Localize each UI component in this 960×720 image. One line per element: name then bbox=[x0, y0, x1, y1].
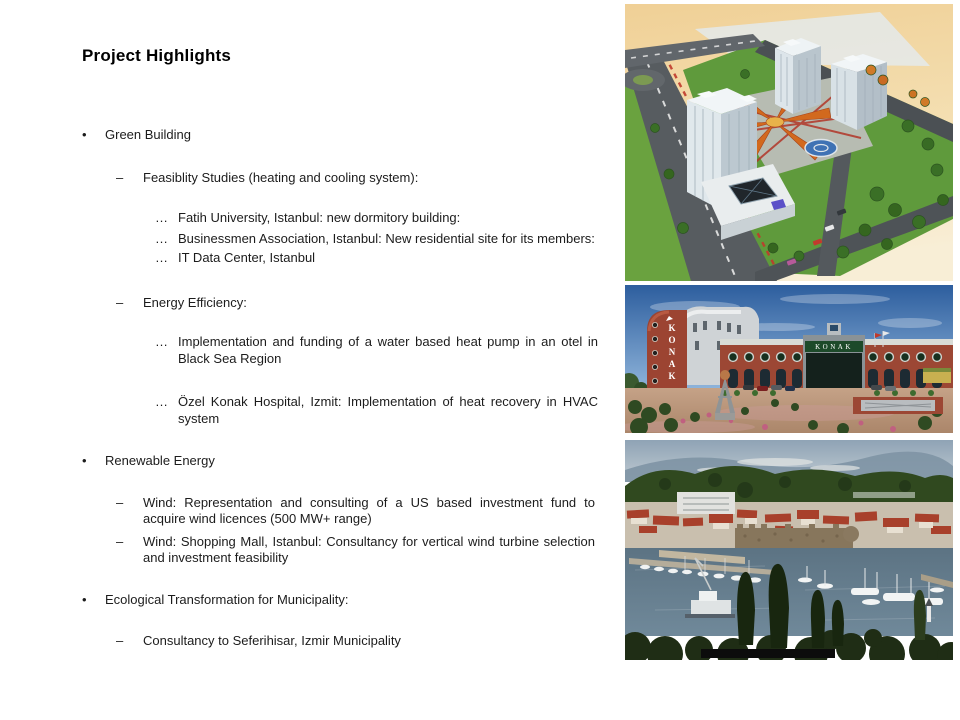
list-item-text: Ecological Transformation for Municipality: bbox=[105, 591, 349, 607]
list-item bbox=[0, 534, 625, 567]
list-item-text: Özel Konak Hospital, Izmit: Implementation of heat recovery in HVAC system bbox=[178, 394, 598, 426]
list-item-text: IT Data Center, Istanbul bbox=[178, 250, 316, 265]
list-item bbox=[0, 495, 625, 528]
bullet-marker: • bbox=[82, 127, 87, 142]
render-tower-3 bbox=[831, 54, 887, 130]
konak-sign-label: KONAK bbox=[815, 343, 853, 351]
list-item-text: Fatih University, Istanbul: new dormitory building: bbox=[178, 210, 461, 225]
marina-water bbox=[625, 548, 953, 636]
konak-sign-wall bbox=[853, 397, 943, 414]
list-item-text: Businessmen Association, Istanbul: New residential site for its members: bbox=[178, 230, 595, 246]
render-tower-2 bbox=[775, 38, 821, 114]
konak-tower-label: KONAK bbox=[667, 323, 677, 383]
dash-marker: – bbox=[116, 633, 124, 648]
list-item bbox=[0, 210, 625, 227]
ellipsis-marker: … bbox=[155, 334, 168, 349]
site-render-image bbox=[625, 4, 953, 281]
bullet-marker: • bbox=[82, 591, 87, 607]
hospital-photo bbox=[625, 285, 953, 433]
list-item bbox=[0, 633, 625, 650]
list-item bbox=[0, 231, 625, 248]
list-item-text: Green Building bbox=[105, 127, 191, 142]
list-item-text: Implementation and funding of a water based heat pump in an otel in Black Sea Region bbox=[178, 334, 598, 366]
dash-marker: – bbox=[116, 533, 124, 549]
konak-tower bbox=[647, 310, 687, 388]
ellipsis-marker: … bbox=[155, 230, 168, 246]
list-item-text: Wind: Representation and consulting of a US based investment fund to acquire wind licences (500 MW+ range) bbox=[143, 494, 595, 526]
render-helipad bbox=[805, 140, 837, 157]
ellipsis-marker: … bbox=[155, 250, 168, 265]
ellipsis-marker: … bbox=[155, 394, 168, 409]
dash-marker: – bbox=[116, 294, 124, 310]
list-item bbox=[0, 127, 625, 144]
marina-photo bbox=[625, 440, 953, 660]
list-item bbox=[0, 295, 625, 312]
list-item-text: Energy Efficiency: bbox=[143, 294, 247, 310]
dash-marker: – bbox=[116, 169, 124, 185]
list-item bbox=[0, 250, 625, 267]
page-title: Project Highlights bbox=[82, 46, 232, 65]
list-item bbox=[0, 592, 625, 609]
bullet-list bbox=[0, 127, 625, 650]
bullet-marker: • bbox=[82, 453, 87, 468]
list-item bbox=[0, 170, 625, 187]
list-item bbox=[0, 334, 625, 367]
list-item-text: Renewable Energy bbox=[105, 453, 215, 468]
list-item-text: Feasiblity Studies (heating and cooling system): bbox=[143, 169, 419, 185]
list-item-text: Wind: Shopping Mall, Istanbul: Consultancy for vertical wind turbine selection and investment feasibility bbox=[143, 533, 595, 565]
list-item-text: Consultancy to Seferihisar, Izmir Municipality bbox=[143, 633, 401, 648]
ellipsis-marker: … bbox=[155, 210, 168, 225]
list-item bbox=[0, 394, 625, 427]
dash-marker: – bbox=[116, 494, 124, 510]
list-item bbox=[0, 453, 625, 470]
